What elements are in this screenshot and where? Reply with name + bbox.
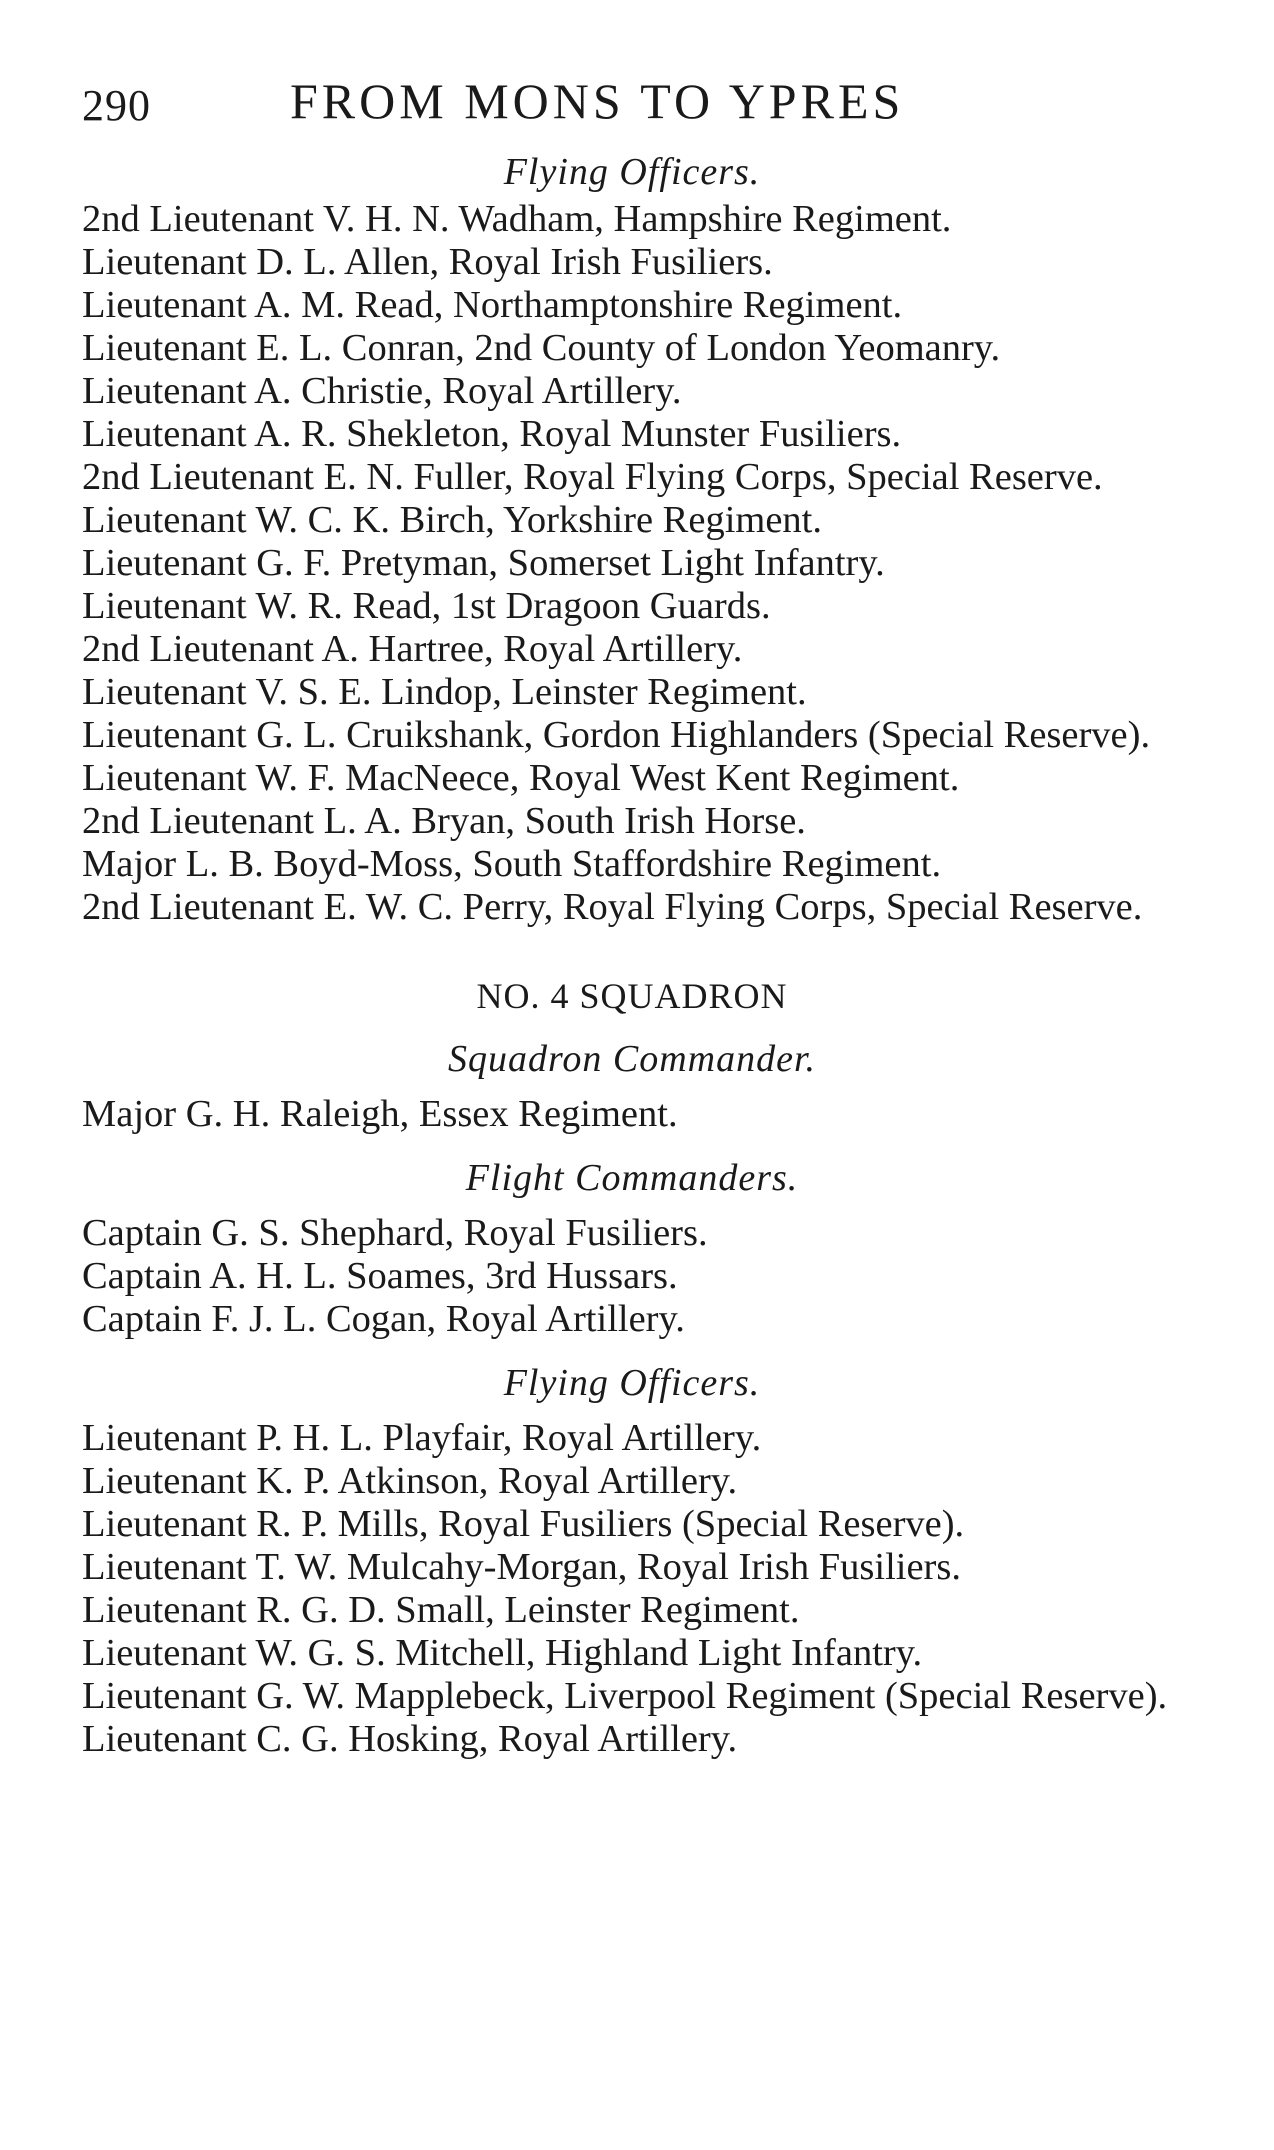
- running-head: [82, 72, 1182, 136]
- officer-entry: Major G. H. Raleigh, Essex Regiment.: [82, 1093, 678, 1135]
- page-content: [82, 150, 1182, 1761]
- officer-entry: Lieutenant W. R. Read, 1st Dragoon Guards.: [82, 585, 771, 627]
- officer-list: [82, 1212, 1182, 1341]
- officer-entry: Lieutenant E. L. Conran, 2nd County of London Yeomanry.: [82, 327, 1001, 369]
- book-page: [82, 72, 1182, 1761]
- officer-entry: Lieutenant T. W. Mulcahy-Morgan, Royal Irish Fusiliers.: [82, 1546, 961, 1588]
- rank-subheading: Squadron Commander.: [447, 1038, 817, 1080]
- officer-entry: 2nd Lieutenant E. W. C. Perry, Royal Flying Corps, Special Reserve.: [82, 886, 1143, 928]
- rank-subheading: Flying Officers.: [503, 151, 761, 193]
- officer-entry: Captain A. H. L. Soames, 3rd Hussars.: [82, 1255, 678, 1297]
- officer-entry: Lieutenant C. G. Hosking, Royal Artillery.: [82, 1718, 738, 1760]
- officer-entry: Captain F. J. L. Cogan, Royal Artillery.: [82, 1298, 685, 1340]
- section-heading: NO. 4 SQUADRON: [476, 976, 788, 1016]
- officer-entry: Lieutenant V. S. E. Lindop, Leinster Regiment.: [82, 671, 807, 713]
- officer-entry: Lieutenant W. F. MacNeece, Royal West Kent Regiment.: [82, 757, 960, 799]
- officer-entry: 2nd Lieutenant L. A. Bryan, South Irish Horse.: [82, 800, 806, 842]
- officer-entry: Lieutenant G. W. Mapplebeck, Liverpool Regiment (Special Reserve).: [82, 1675, 1168, 1717]
- page-number: 290: [82, 81, 151, 130]
- officer-entry: Lieutenant K. P. Atkinson, Royal Artillery.: [82, 1460, 738, 1502]
- officer-list: [82, 1417, 1182, 1761]
- book-title: FROM MONS TO YPRES: [290, 73, 905, 129]
- officer-entry: 2nd Lieutenant A. Hartree, Royal Artillery.: [82, 628, 743, 670]
- officer-entry: Lieutenant R. G. D. Small, Leinster Regiment.: [82, 1589, 800, 1631]
- officer-entry: Lieutenant G. L. Cruikshank, Gordon Highlanders (Special Reserve).: [82, 714, 1151, 756]
- officer-entry: Lieutenant D. L. Allen, Royal Irish Fusiliers.: [82, 241, 773, 283]
- officer-entry: 2nd Lieutenant V. H. N. Wadham, Hampshire Regiment.: [82, 198, 952, 240]
- officer-entry: Lieutenant R. P. Mills, Royal Fusiliers (Special Reserve).: [82, 1503, 965, 1545]
- officer-list: [82, 198, 1182, 929]
- rank-subheading: Flying Officers.: [503, 1362, 761, 1404]
- officer-entry: Captain G. S. Shephard, Royal Fusiliers.: [82, 1212, 708, 1254]
- officer-entry: Major L. B. Boyd-Moss, South Staffordshire Regiment.: [82, 843, 942, 885]
- officer-entry: 2nd Lieutenant E. N. Fuller, Royal Flying Corps, Special Reserve.: [82, 456, 1103, 498]
- rank-subheading: Flight Commanders.: [465, 1157, 799, 1199]
- officer-list: [82, 1093, 1182, 1136]
- roster-section: [82, 150, 1182, 929]
- officer-entry: Lieutenant A. M. Read, Northamptonshire Regiment.: [82, 284, 903, 326]
- officer-entry: Lieutenant W. G. S. Mitchell, Highland Light Infantry.: [82, 1632, 923, 1674]
- officer-entry: Lieutenant P. H. L. Playfair, Royal Artillery.: [82, 1417, 762, 1459]
- officer-entry: Lieutenant A. R. Shekleton, Royal Munster Fusiliers.: [82, 413, 902, 455]
- officer-entry: Lieutenant W. C. K. Birch, Yorkshire Regiment.: [82, 499, 822, 541]
- roster-section: [82, 975, 1182, 1761]
- officer-entry: Lieutenant G. F. Pretyman, Somerset Light Infantry.: [82, 542, 885, 584]
- officer-entry: Lieutenant A. Christie, Royal Artillery.: [82, 370, 682, 412]
